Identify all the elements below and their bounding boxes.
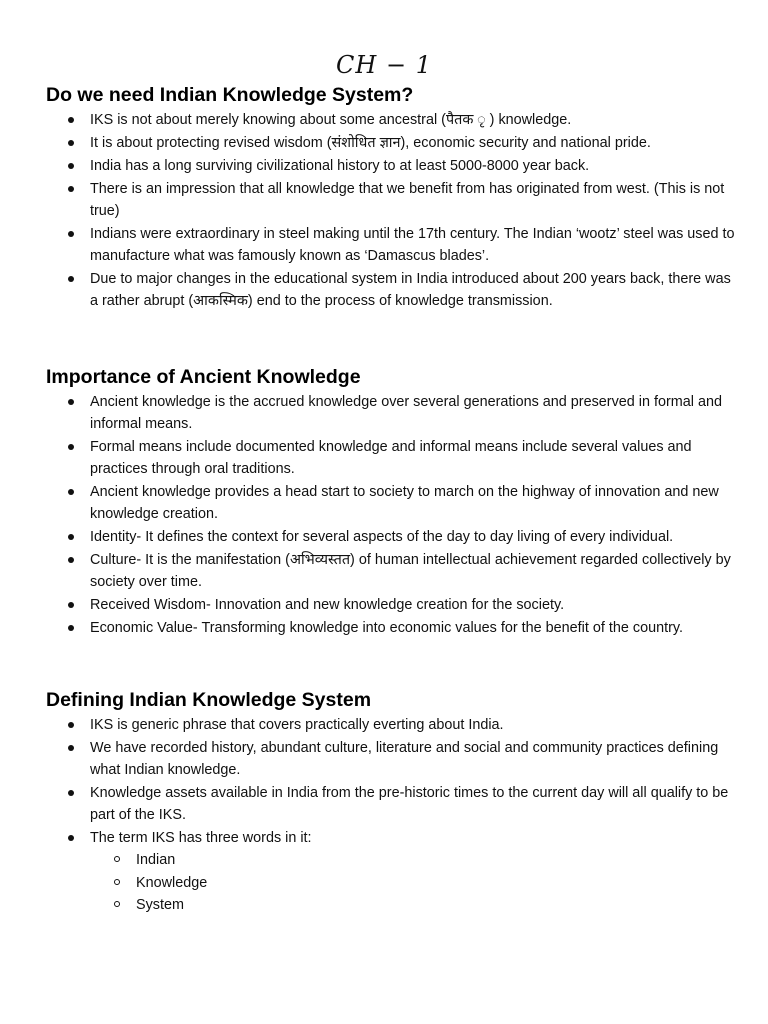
list-item: It is about protecting revised wisdom (संशोधित ज्ञान), economic security and national pride. — [46, 132, 736, 154]
bullet-icon — [68, 276, 74, 282]
bullet-icon — [68, 163, 74, 169]
list-item: IKS is not about merely knowing about some ancestral (पैतक ृ ) knowledge. — [46, 109, 736, 131]
list-item: Due to major changes in the educational system in India introduced about 200 years back, there was a rather abrupt (आकस्मिक) end to the process of knowledge transmission. — [46, 268, 736, 312]
bullet-icon — [68, 186, 74, 192]
bullet-icon — [68, 602, 74, 608]
list-item: Received Wisdom- Innovation and new knowledge creation for the society. — [46, 594, 736, 616]
bullet-icon — [68, 722, 74, 728]
list-item: Indians were extraordinary in steel making until the 17th century. The Indian ‘wootz’ steel was used to manufacture what was famously known as ‘Damascus blades’. — [46, 223, 736, 267]
section-defining-iks — [46, 687, 736, 918]
list-item: There is an impression that all knowledge that we benefit from has originated from west. (This is not true) — [46, 178, 736, 222]
sub-list-item: Indian — [46, 849, 736, 872]
sub-bullet-list — [46, 849, 736, 917]
bullet-list — [46, 714, 736, 917]
bullet-icon — [68, 399, 74, 405]
bullet-icon — [68, 790, 74, 796]
section-need-iks — [46, 82, 736, 313]
sub-list-item: System — [46, 894, 736, 917]
sub-list-item: Knowledge — [46, 872, 736, 895]
bullet-icon — [68, 625, 74, 631]
list-item: Knowledge assets available in India from the pre-historic times to the current day will all qualify to be part of the IKS. — [46, 782, 736, 826]
bullet-icon — [68, 231, 74, 237]
list-item: Identity- It defines the context for several aspects of the day to day living of every individual. — [46, 526, 736, 548]
bullet-icon — [68, 534, 74, 540]
list-item: Ancient knowledge provides a head start to society to march on the highway of innovation and new knowledge creation. — [46, 481, 736, 525]
section-heading: Defining Indian Knowledge System — [46, 689, 372, 711]
list-item: We have recorded history, abundant culture, literature and social and community practices defining what Indian knowledge. — [46, 737, 736, 781]
bullet-list — [46, 391, 736, 639]
list-item: Culture- It is the manifestation (अभिव्यस्तत) of human intellectual achievement regarded collectively by society over time. — [46, 549, 736, 593]
bullet-icon — [68, 444, 74, 450]
chapter-title: CH − 1 — [336, 51, 432, 79]
circle-bullet-icon — [114, 879, 120, 885]
bullet-icon — [68, 489, 74, 495]
list-item: Formal means include documented knowledge and informal means include several values and practices through oral traditions. — [46, 436, 736, 480]
bullet-list — [46, 109, 736, 312]
circle-bullet-icon — [114, 901, 120, 907]
list-item: Ancient knowledge is the accrued knowledge over several generations and preserved in formal and informal means. — [46, 391, 736, 435]
bullet-icon — [68, 557, 74, 563]
section-heading: Do we need Indian Knowledge System? — [46, 84, 414, 106]
circle-bullet-icon — [114, 856, 120, 862]
bullet-icon — [68, 745, 74, 751]
list-item: Economic Value- Transforming knowledge into economic values for the benefit of the country. — [46, 617, 736, 639]
list-item: IKS is generic phrase that covers practically everting about India. — [46, 714, 736, 736]
list-item: India has a long surviving civilizational history to at least 5000-8000 year back. — [46, 155, 736, 177]
list-item: The term IKS has three words in it: Indian Knowledge System — [46, 827, 736, 917]
bullet-icon — [68, 140, 74, 146]
section-importance-ancient-knowledge — [46, 364, 736, 640]
bullet-icon — [68, 117, 74, 123]
section-heading: Importance of Ancient Knowledge — [46, 366, 361, 388]
bullet-icon — [68, 835, 74, 841]
